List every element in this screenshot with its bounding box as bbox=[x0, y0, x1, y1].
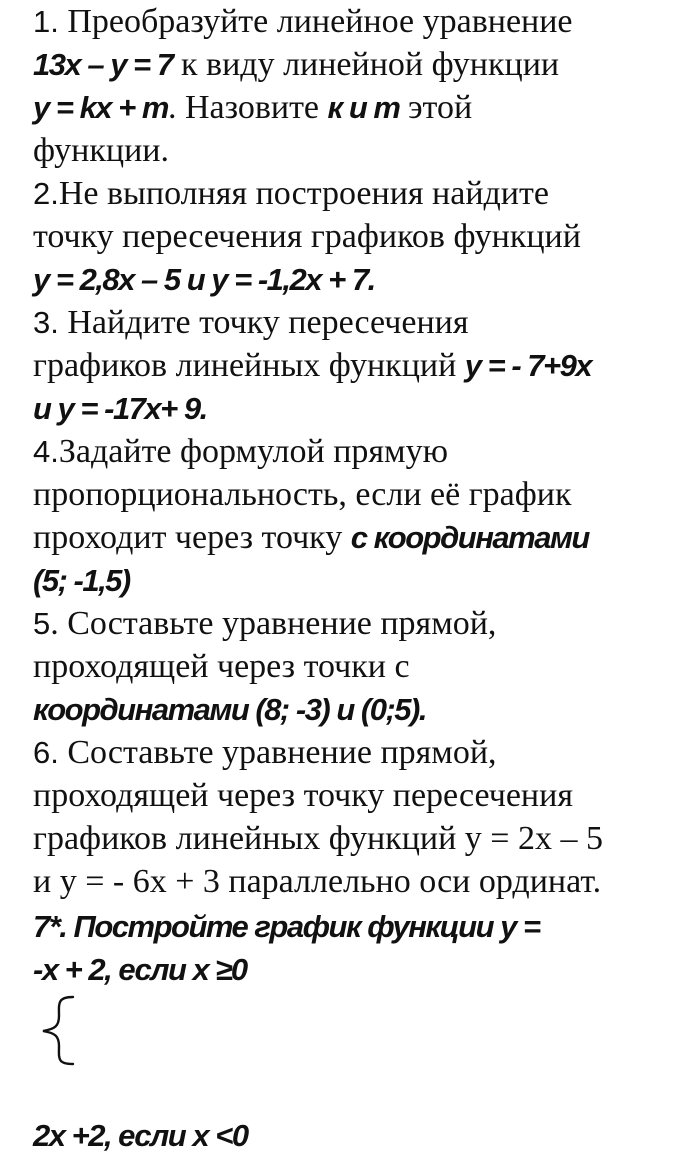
task-2-line-2 bbox=[33, 215, 581, 259]
task-1-text-4: функции. bbox=[33, 132, 169, 169]
task-1-k-and-m: к и m bbox=[327, 90, 400, 125]
task-7-line-1 bbox=[33, 905, 540, 949]
task-7-case-2: 2x +2, если x <0 bbox=[33, 1118, 248, 1153]
task-2-line-3 bbox=[33, 258, 375, 302]
task-6-text-4: и у = - 6х + 3 параллельно оси ординат. bbox=[33, 863, 602, 900]
task-2-line-1 bbox=[33, 172, 549, 216]
task-6-line-4 bbox=[33, 860, 601, 904]
task-1-function-form: y = kx + m bbox=[33, 90, 168, 125]
task-3-line-1 bbox=[33, 301, 469, 345]
task-6-line-2 bbox=[33, 774, 573, 818]
task-4-line-3 bbox=[33, 516, 589, 560]
task-4-text-3: проходит через точку bbox=[33, 519, 351, 556]
task-7-heading: 7*. Постройте график функции y = bbox=[33, 909, 540, 944]
task-4-coords-word: с координатами bbox=[350, 520, 589, 555]
task-1-line-4 bbox=[33, 129, 169, 173]
task-3-equation-1: y = - 7+9x bbox=[464, 348, 592, 383]
task-4-line-2 bbox=[33, 473, 572, 517]
task-4-text-2: пропорциональность, если её график bbox=[33, 476, 572, 513]
task-7-line-3 bbox=[33, 1114, 248, 1158]
task-3-text-2: графиков линейных функций bbox=[33, 347, 465, 384]
task-4-line-1 bbox=[33, 430, 448, 474]
task-1-line-3 bbox=[33, 86, 472, 130]
task-3-text: Найдите точку пересечения bbox=[58, 304, 469, 341]
task-3-line-2 bbox=[33, 344, 591, 388]
task-5-text-2: проходящей через точки с bbox=[33, 648, 410, 685]
task-4-number: 4. bbox=[33, 434, 59, 469]
task-2-text: Не выполняя построения найдите bbox=[58, 175, 549, 212]
task-2-number: 2. bbox=[33, 176, 59, 211]
task-2-equations: y = 2,8x – 5 и y = -1,2x + 7. bbox=[33, 262, 375, 297]
task-1-text-2: к виду линейной функции bbox=[172, 46, 560, 83]
task-5-text: . Составьте уравнение прямой, bbox=[50, 605, 497, 642]
task-1-text-3: . Назовите bbox=[167, 89, 328, 126]
task-1-text-3b: этой bbox=[399, 89, 473, 126]
curly-brace-icon bbox=[33, 994, 83, 1066]
task-5-number: 5 bbox=[33, 606, 51, 641]
task-6-text: Составьте уравнение прямой, bbox=[58, 734, 497, 771]
task-6-number: 6. bbox=[33, 735, 59, 770]
task-6-line-1 bbox=[33, 731, 497, 775]
task-5-coordinates: координатами (8; -3) и (0;5). bbox=[33, 692, 426, 727]
task-1-equation: 13x – y = 7 bbox=[33, 47, 173, 82]
task-6-line-3 bbox=[33, 817, 603, 861]
task-1-text: Преобразуйте линейное уравнение bbox=[58, 3, 573, 40]
task-5-line-2 bbox=[33, 645, 410, 689]
task-1-line-1 bbox=[33, 0, 573, 44]
task-6-text-3: графиков линейных функций у = 2х – 5 bbox=[33, 820, 603, 857]
task-4-coordinates: (5; -1,5) bbox=[33, 563, 130, 598]
task-4-text: Задайте формулой прямую bbox=[58, 433, 448, 470]
task-3-number: 3. bbox=[33, 305, 59, 340]
task-3-line-3 bbox=[33, 387, 207, 431]
task-2-text-2: точку пересечения графиков функций bbox=[33, 218, 581, 255]
task-5-line-3 bbox=[33, 688, 426, 732]
task-3-equation-2: и y = -17x+ 9. bbox=[33, 391, 207, 426]
task-5-line-1 bbox=[33, 602, 496, 646]
task-1-line-2 bbox=[33, 43, 559, 87]
task-7-line-2 bbox=[33, 948, 247, 992]
task-7-case-1: -x + 2, если x ≥0 bbox=[33, 952, 247, 987]
task-6-text-2: проходящей через точку пересечения bbox=[33, 777, 573, 814]
task-1-number: 1. bbox=[33, 4, 59, 39]
task-4-line-4 bbox=[33, 559, 130, 603]
